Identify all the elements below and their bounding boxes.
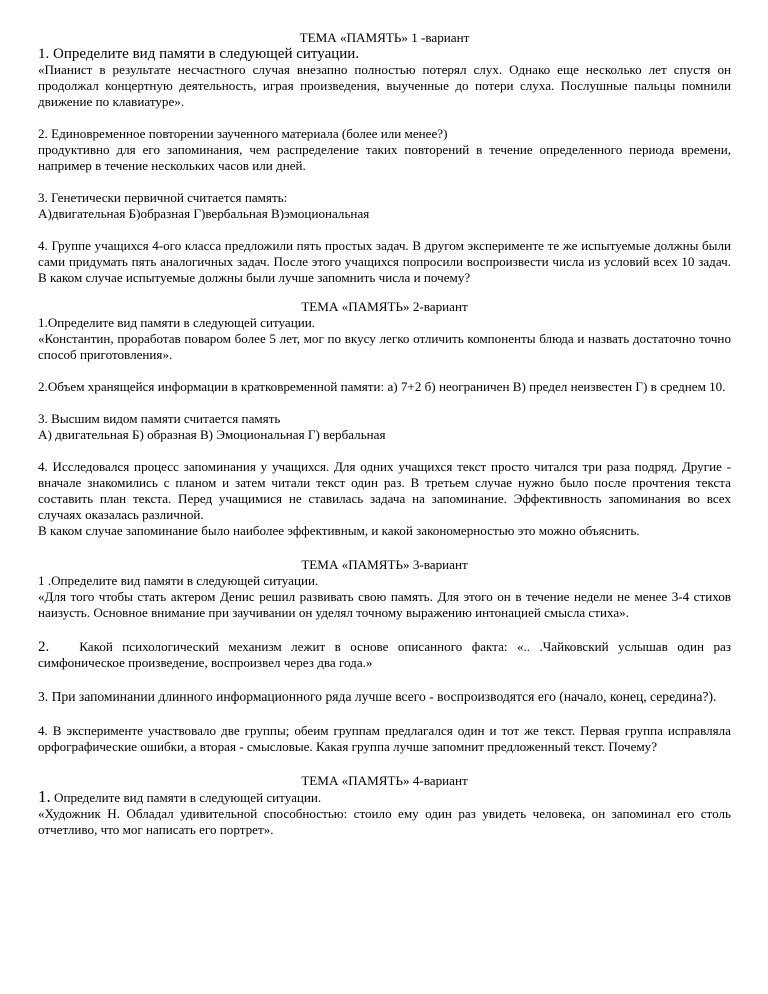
variant-3-q3-text: 3. При запоминании длинного информационного ряда лучше всего - воспроизводятся его (начало, конец, середина?). [38,689,717,704]
variant-1-q3-options: А)двигательная Б)образная Г)вербальная В)эмоциональная [38,206,370,221]
variant-4-q1-number: 1. [38,787,51,806]
variant-2-q1-text: «Константин, проработав поваром более 5 лет, мог по вкусу легко отличить компоненты блюда и назвать достаточно точно способ приготовления». [38,331,731,362]
variant-2-q4-text: 4. Исследовался процесс запоминания у учащихся. Для одних учащихся текст просто читался три раза подряд. Другие - вначале знакомились с планом и затем читали текст один раз. В третьем случае нужно было после прочтения текста составить план текста. Перед учащимися не ставилась задача на запоминание. Эффективность запоминания во всех случаях оказалась различной. [38,459,731,522]
variant-3-q2-text: Какой психологический механизм лежит в основе описанного факта: «.. .Чайковский услышав один раз симфоническое произведение, воспроизвел через два года.» [38,639,731,670]
variant-3-title: ТЕМА «ПАМЯТЬ» 3-вариант [301,557,468,572]
variant-1-title: ТЕМА «ПАМЯТЬ» 1 -вариант [299,30,470,45]
variant-3-q2 [38,639,731,671]
variant-1-q2-text: продуктивно для его запоминания, чем распределение таких повторений в течение определенного периода времени, например в течение нескольких часов или дней. [38,142,731,173]
variant-1-q1-heading-text: 1. Определите вид памяти в следующей ситуации. [38,46,360,62]
variant-1-q2-heading: 2. Единовременное повторении заученного материала (более или менее?) [38,126,448,141]
variant-2-q2-text: 2.Объем хранящейся информации в кратковременной памяти: а) 7+2 б) неограничен В) предел неизвестен Г) в среднем 10. [38,379,726,394]
variant-3-q1-heading: 1 .Определите вид памяти в следующей ситуации. [38,573,319,588]
variant-4-q1-heading-text: Определите вид памяти в следующей ситуации. [50,790,322,805]
variant-2-q4-question: В каком случае запоминание было наиболее эффективным, и какой закономерностью это можно объяснить. [38,523,640,538]
variant-3-q1-text: «Для того чтобы стать актером Денис решил развивать свою память. Для этого он в течение недели не менее 3-4 стихов наизусть. Основное внимание при заучивании он уделял точному выражению интонацией смысла стиха». [38,589,731,620]
variant-4-title: ТЕМА «ПАМЯТЬ» 4-вариант [301,773,468,788]
variant-4-q1-text: «Художник Н. Обладал удивительной способностью: стоило ему один раз увидеть человека, он запоминал его столь отчетливо, что мог написать его портрет». [38,806,731,837]
variant-1-q4-text: 4. Группе учащихся 4-ого класса предложили пять простых задач. В другом эксперименте те же испытуемые должны были сами придумать пять аналогичных задач. После этого учащихся попросили воспроизвести числа из условий всех 10 задач. В каком случае испытуемые должны были лучше запомнить числа и почему? [38,238,731,285]
variant-2-q3-heading: 3. Высшим видом памяти считается память [38,411,281,426]
variant-1-q1-text: «Пианист в результате несчастного случая внезапно полностью потерял слух. Однако еще несколько лет спустя он продолжал концертную деятельность, играя произведения, выученные до потери слуха. Послушные пальцы помнили движение по клавиатуре». [38,62,731,109]
variant-4-q1-heading [38,789,731,806]
variant-2-title: ТЕМА «ПАМЯТЬ» 2-вариант [301,299,468,314]
variant-3-q2-number: 2. [38,639,50,655]
variant-2-q3-options: А) двигательная Б) образная В) Эмоциональная Г) вербальная [38,427,386,442]
variant-3-q4-text: 4. В эксперименте участвовало две группы; обеим группам предлагался один и тот же текст. Первая группа исправляла орфографические ошибки, а вторая - смысловые. Какая группа лучше запомнит предложенный текст. Почему? [38,723,731,754]
worksheet-page [38,30,731,838]
variant-1-q3-heading: 3. Генетически первичной считается память: [38,190,288,205]
variant-1-q1-heading [38,46,731,62]
variant-2-q1-heading: 1.Определите вид памяти в следующей ситуации. [38,315,316,330]
